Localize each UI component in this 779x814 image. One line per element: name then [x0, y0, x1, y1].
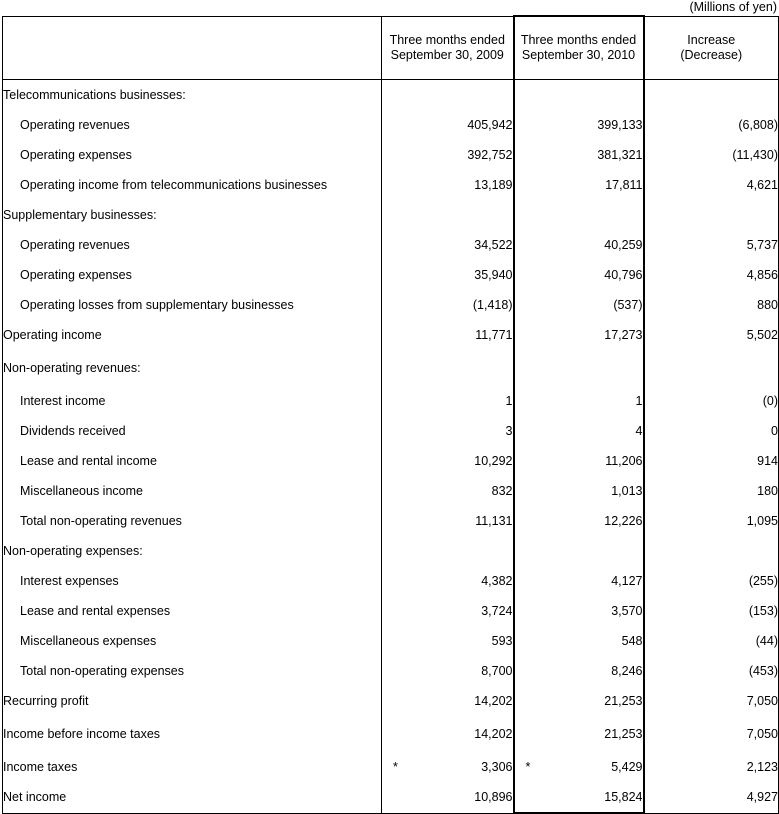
table-row: [3, 506, 779, 536]
value-text: 1,013: [611, 484, 643, 498]
row-value-c: [644, 566, 779, 596]
row-value-a: [382, 596, 514, 626]
table-row: [3, 170, 779, 200]
value-text: 14,202: [474, 694, 513, 708]
value-text: 8,700: [481, 664, 513, 678]
table-row: [3, 80, 779, 111]
row-value-c: [644, 350, 779, 386]
value-text: 10,896: [474, 790, 513, 805]
row-value-a: [382, 386, 514, 416]
row-value-c: [644, 716, 779, 752]
row-label: Miscellaneous expenses: [3, 626, 382, 656]
value-text: 35,940: [474, 268, 513, 282]
row-value-a: [382, 506, 514, 536]
table-row: [3, 626, 779, 656]
row-value-b: [514, 140, 644, 170]
row-label: Supplementary businesses:: [3, 200, 382, 230]
table-row: [3, 350, 779, 386]
row-value-b: [514, 566, 644, 596]
row-value-a: [382, 80, 514, 111]
header-col-2010: [514, 16, 644, 80]
value-text: 1: [505, 394, 513, 408]
value-text: 8,246: [611, 664, 643, 678]
row-label: Operating income: [3, 320, 382, 350]
table-row: [3, 416, 779, 446]
value-text: 914: [757, 454, 778, 468]
table-row: [3, 140, 779, 170]
value-text: 5,502: [746, 328, 778, 342]
row-value-b: [514, 350, 644, 386]
row-label: Telecommunications businesses:: [3, 80, 382, 111]
value-text: 17,811: [605, 178, 643, 192]
table-row: [3, 446, 779, 476]
value-text: 4: [635, 424, 643, 438]
row-value-b: [514, 320, 644, 350]
row-value-a: [382, 536, 514, 566]
value-text: 40,259: [604, 238, 643, 252]
row-label: Operating expenses: [3, 140, 382, 170]
row-value-a: [382, 626, 514, 656]
table-row: [3, 476, 779, 506]
table-head: [3, 16, 779, 80]
value-text: (255): [748, 574, 778, 588]
row-label: Non-operating revenues:: [3, 350, 382, 386]
value-text: 3: [505, 424, 513, 438]
value-text: 392,752: [467, 148, 513, 162]
table-row: [3, 752, 779, 782]
value-text: (453): [748, 664, 778, 678]
value-text: 7,050: [746, 694, 778, 708]
row-value-a: [382, 350, 514, 386]
table-row: [3, 566, 779, 596]
value-text: 3,306: [481, 760, 513, 774]
row-value-b: [514, 476, 644, 506]
row-value-b: [514, 80, 644, 111]
row-value-c: [644, 170, 779, 200]
row-value-c: [644, 686, 779, 716]
row-value-a: [382, 416, 514, 446]
table-row: [3, 656, 779, 686]
row-value-c: [644, 626, 779, 656]
value-text: 7,050: [746, 727, 778, 741]
row-value-a: [382, 200, 514, 230]
row-value-c: [644, 506, 779, 536]
value-text: (537): [613, 298, 643, 312]
value-text: 10,292: [474, 454, 513, 468]
row-label: Lease and rental expenses: [3, 596, 382, 626]
row-value-a: [382, 446, 514, 476]
row-label: Operating revenues: [3, 110, 382, 140]
value-text: 5,429: [611, 760, 643, 774]
value-text: 593: [491, 634, 513, 648]
row-value-c: [644, 416, 779, 446]
row-value-b: [514, 506, 644, 536]
row-value-b: [514, 110, 644, 140]
row-value-b: [514, 656, 644, 686]
row-value-c: [644, 476, 779, 506]
value-text: 12,226: [604, 514, 643, 528]
value-text: 11,206: [605, 454, 643, 468]
row-value-b: [514, 200, 644, 230]
value-text: (11,430): [732, 148, 778, 162]
table-row: [3, 110, 779, 140]
header-col-2010-line1: Three months ended: [520, 33, 637, 47]
row-value-c: [644, 782, 779, 813]
row-value-b: [514, 596, 644, 626]
table-row: [3, 716, 779, 752]
header-col-2009: [382, 16, 514, 80]
row-value-a: [382, 110, 514, 140]
row-label: Lease and rental income: [3, 446, 382, 476]
row-label: Interest income: [3, 386, 382, 416]
row-value-b: [514, 752, 644, 782]
value-text: 5,737: [746, 238, 778, 252]
value-text: 4,927: [746, 790, 778, 805]
row-value-b: [514, 536, 644, 566]
row-value-a: [382, 230, 514, 260]
value-text: 3,724: [481, 604, 513, 618]
value-text: 4,127: [611, 574, 643, 588]
value-text: 0: [771, 424, 778, 438]
value-text: 4,856: [746, 268, 778, 282]
row-label: Non-operating expenses:: [3, 536, 382, 566]
row-value-a: [382, 782, 514, 813]
row-value-b: [514, 290, 644, 320]
row-label: Total non-operating expenses: [3, 656, 382, 686]
table-row: [3, 200, 779, 230]
row-label: Operating expenses: [3, 260, 382, 290]
row-value-c: [644, 596, 779, 626]
value-text: 832: [491, 484, 513, 498]
row-value-b: [514, 716, 644, 752]
table-header-row: [3, 16, 779, 80]
row-value-c: [644, 446, 779, 476]
row-value-c: [644, 80, 779, 111]
value-text: (6,808): [738, 118, 778, 132]
table-row: [3, 596, 779, 626]
row-value-a: [382, 476, 514, 506]
value-text: 4,382: [481, 574, 513, 588]
row-value-b: [514, 686, 644, 716]
row-value-a: [382, 716, 514, 752]
row-value-a: [382, 170, 514, 200]
row-value-b: [514, 416, 644, 446]
value-text: 11,771: [475, 328, 513, 342]
value-text: (44): [755, 634, 778, 648]
row-value-b: [514, 170, 644, 200]
value-text: 3,570: [611, 604, 643, 618]
row-label: Income taxes: [3, 752, 382, 782]
row-value-a: [382, 686, 514, 716]
value-text: 399,133: [597, 118, 643, 132]
header-col-2009-line1: Three months ended: [389, 32, 505, 47]
value-text: 405,942: [467, 118, 513, 132]
value-text: 21,253: [604, 694, 643, 708]
table-body: [3, 80, 779, 814]
value-text: (1,418): [472, 298, 513, 312]
value-text: (0): [762, 394, 778, 408]
value-text: 880: [757, 298, 778, 312]
value-text: 2,123: [746, 760, 778, 774]
value-text: 180: [757, 484, 778, 498]
value-text: 4,621: [746, 178, 778, 192]
row-value-a: [382, 656, 514, 686]
value-text: 548: [621, 634, 643, 648]
row-value-a: [382, 566, 514, 596]
header-col-increase-line1: Increase: [687, 32, 736, 47]
row-label: Income before income taxes: [3, 716, 382, 752]
row-label: Recurring profit: [3, 686, 382, 716]
value-text: 14,202: [474, 727, 513, 741]
value-text: 17,273: [604, 328, 643, 342]
value-text: 11,131: [475, 514, 513, 528]
row-value-b: [514, 782, 644, 813]
row-value-c: [644, 110, 779, 140]
value-text: 15,824: [604, 790, 643, 804]
header-col-increase: [644, 16, 779, 80]
row-label: Total non-operating revenues: [3, 506, 382, 536]
row-label: Operating revenues: [3, 230, 382, 260]
row-value-b: [514, 386, 644, 416]
table-row: [3, 686, 779, 716]
header-col-2010-line2: September 30, 2010: [521, 48, 636, 62]
row-value-c: [644, 386, 779, 416]
table-row: [3, 230, 779, 260]
value-text: 40,796: [604, 268, 643, 282]
row-label: Net income: [3, 782, 382, 813]
row-value-c: [644, 320, 779, 350]
row-value-a: [382, 260, 514, 290]
units-caption: (Millions of yen): [689, 0, 777, 14]
row-value-c: [644, 752, 779, 782]
header-col-2009-line2: September 30, 2009: [390, 47, 504, 62]
row-value-c: [644, 656, 779, 686]
footnote-asterisk: *: [393, 760, 398, 774]
header-label-cell: [3, 16, 382, 80]
row-label: Operating losses from supplementary businesses: [3, 290, 382, 320]
row-value-b: [514, 626, 644, 656]
value-text: 1,095: [746, 514, 778, 528]
income-statement-table: [2, 15, 779, 814]
row-value-a: [382, 320, 514, 350]
value-text: 13,189: [474, 178, 513, 192]
row-value-c: [644, 260, 779, 290]
row-label: Dividends received: [3, 416, 382, 446]
row-label: Operating income from telecommunications businesses: [3, 170, 382, 200]
row-value-c: [644, 230, 779, 260]
table-row: [3, 782, 779, 813]
row-value-a: [382, 140, 514, 170]
table-row: [3, 290, 779, 320]
row-value-c: [644, 536, 779, 566]
row-value-b: [514, 260, 644, 290]
row-value-c: [644, 200, 779, 230]
row-value-c: [644, 290, 779, 320]
row-value-a: [382, 752, 514, 782]
table-row: [3, 260, 779, 290]
footnote-asterisk: *: [525, 760, 531, 774]
value-text: 1: [635, 394, 643, 408]
row-value-a: [382, 290, 514, 320]
row-value-c: [644, 140, 779, 170]
value-text: 381,321: [597, 148, 643, 162]
value-text: (153): [748, 604, 778, 618]
table-row: [3, 320, 779, 350]
row-value-b: [514, 446, 644, 476]
row-label: Interest expenses: [3, 566, 382, 596]
table-row: [3, 386, 779, 416]
table-row: [3, 536, 779, 566]
row-label: Miscellaneous income: [3, 476, 382, 506]
value-text: 34,522: [474, 238, 513, 252]
header-col-increase-line2: (Decrease): [680, 47, 743, 62]
row-value-b: [514, 230, 644, 260]
value-text: 21,253: [604, 727, 643, 741]
